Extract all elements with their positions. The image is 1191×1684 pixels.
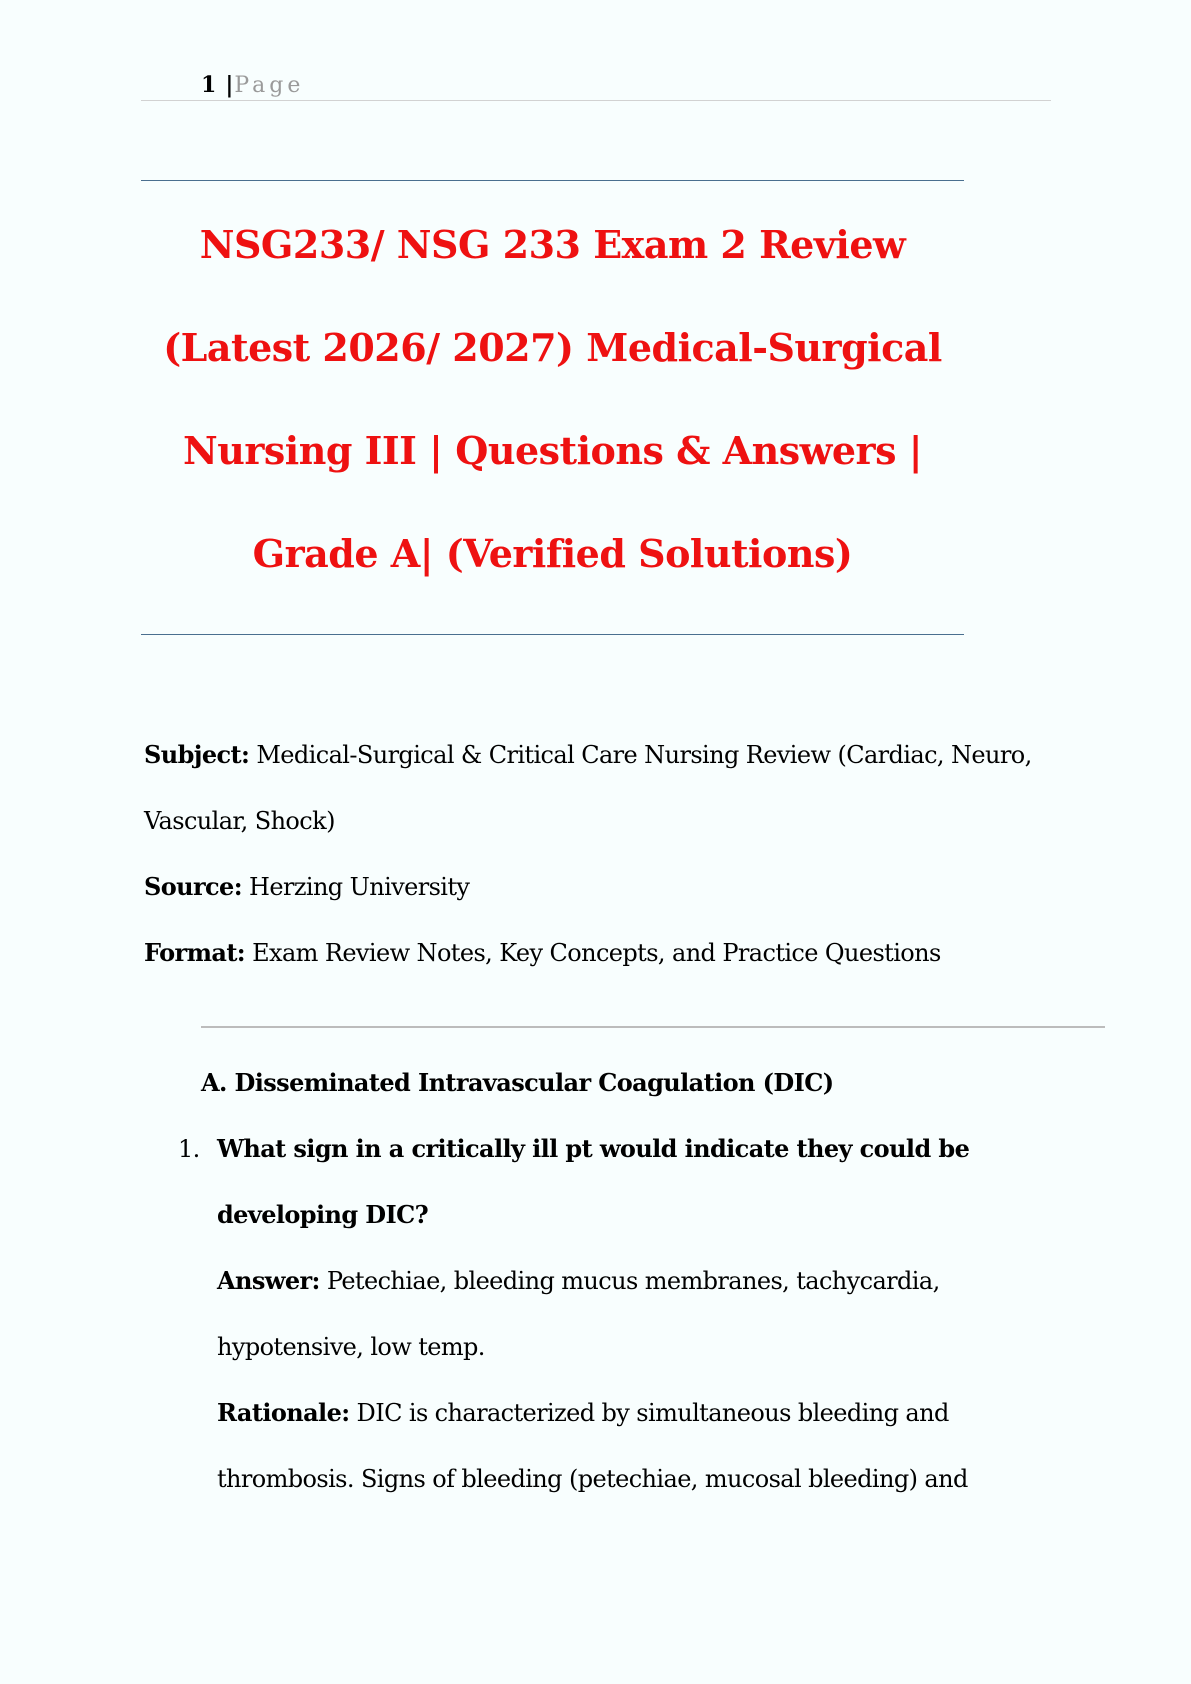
rationale-text: DIC is characterized by simultaneous bleeding and <box>356 1399 949 1427</box>
question-text-line-1: What sign in a critically ill pt would indicate they could be <box>217 1134 970 1163</box>
subject-row-continued <box>144 788 1044 854</box>
format-label: Format: <box>144 938 246 967</box>
subject-value-continued: Vascular, Shock) <box>144 807 335 835</box>
section-heading: A. Disseminated Intravascular Coagulation (DIC) <box>201 1068 834 1097</box>
answer-label: Answer: <box>217 1266 320 1295</box>
answer-text: Petechiae, bleeding mucus membranes, tachycardia, <box>326 1267 940 1295</box>
question-body <box>217 1116 1078 1512</box>
answer-line-1 <box>217 1248 1078 1314</box>
source-label: Source: <box>144 872 242 901</box>
question-number: 1. <box>178 1135 200 1163</box>
subject-row <box>144 722 1044 788</box>
page-separator: | <box>225 72 235 98</box>
question-item <box>178 1116 1078 1512</box>
rationale-line-2: thrombosis. Signs of bleeding (petechiae, mucosal bleeding) and <box>217 1465 968 1493</box>
title-bottom-divider <box>141 634 964 635</box>
document-metadata <box>144 722 1044 986</box>
rationale-label: Rationale: <box>217 1398 350 1427</box>
question-text-line-2: developing DIC? <box>217 1200 429 1229</box>
title-line-4: Grade A| (Verified Solutions) <box>252 531 853 576</box>
source-value: Herzing University <box>249 873 470 901</box>
answer-line-2: hypotensive, low temp. <box>217 1333 485 1361</box>
section-divider <box>201 1026 1105 1028</box>
title-line-2: (Latest 2026/ 2027) Medical-Surgical <box>163 325 942 370</box>
title-top-divider <box>141 180 964 181</box>
subject-value: Medical-Surgical & Critical Care Nursing Review (Cardiac, Neuro, <box>256 741 1032 769</box>
rationale-line-1 <box>217 1380 1078 1446</box>
format-row <box>144 920 1044 986</box>
format-value: Exam Review Notes, Key Concepts, and Practice Questions <box>252 939 941 967</box>
source-row <box>144 854 1044 920</box>
page-header <box>201 70 304 101</box>
title-line-1: NSG233/ NSG 233 Exam 2 Review <box>199 222 906 267</box>
subject-label: Subject: <box>144 740 250 769</box>
page-word: Page <box>234 73 305 98</box>
header-divider <box>141 100 1051 101</box>
title-line-3: Nursing III | Questions & Answers | <box>182 428 923 473</box>
document-title <box>141 193 964 605</box>
page-number: 1 <box>201 72 218 98</box>
